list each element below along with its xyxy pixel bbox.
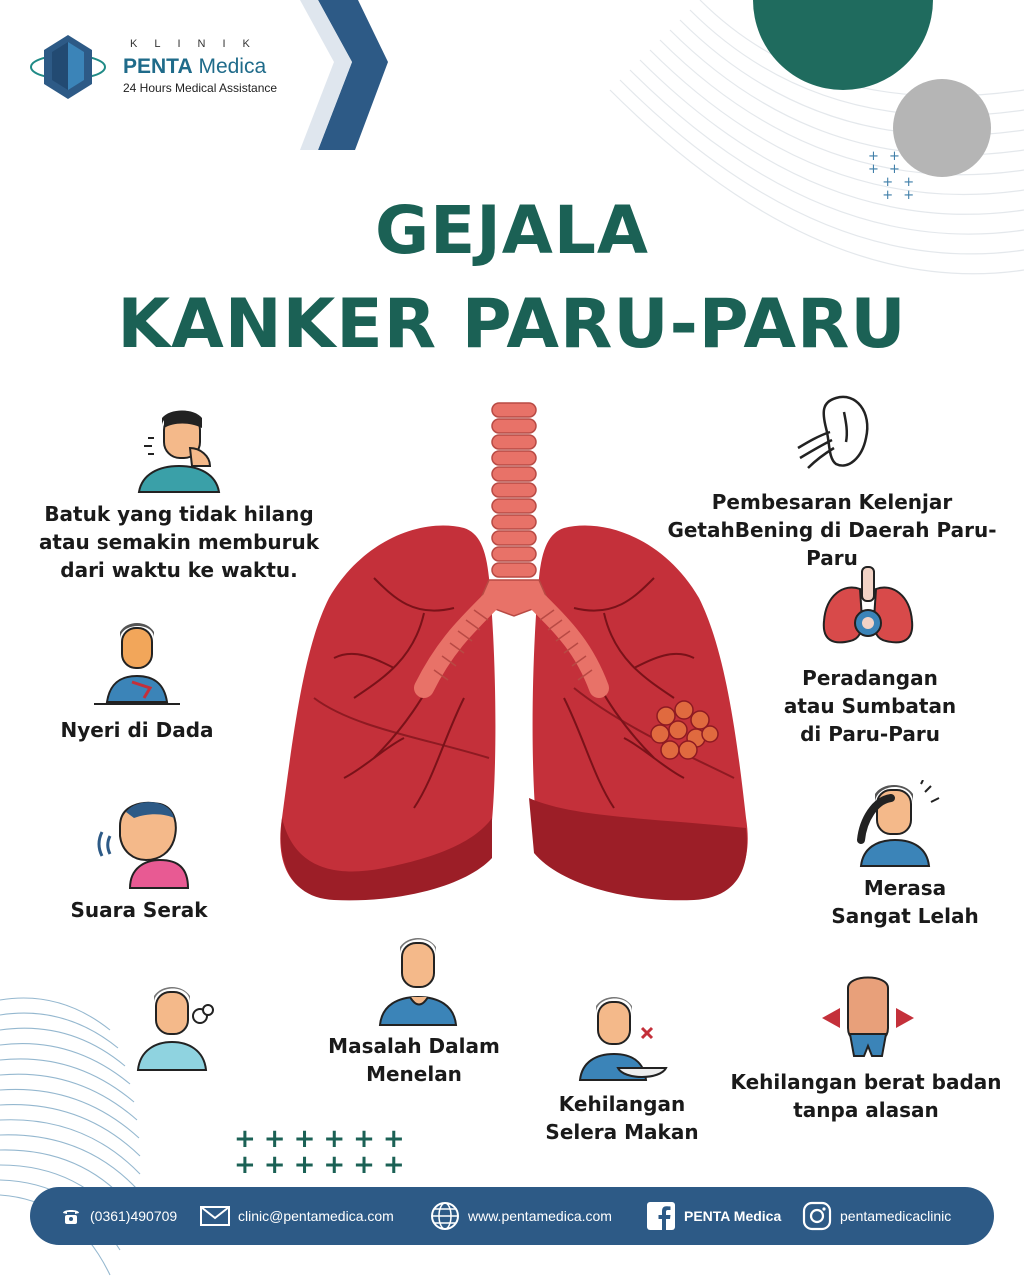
symptom-lymph-label: Pembesaran Kelenjar GetahBening di Daerah Paru-Paru [667,490,997,570]
inflamed-lungs-icon [820,565,916,651]
footer-website[interactable] [430,1187,612,1245]
footer-instagram-text: pentamedicaclinic [840,1208,952,1224]
symptom-cough-label: Batuk yang tidak hilang atau semakin memburuk dari waktu ke waktu. [38,502,320,582]
decorative-plus-small: + + + + + + + + [868,149,918,203]
loss-of-appetite-person-icon [578,992,670,1084]
footer-facebook-text: PENTA Medica [684,1208,782,1224]
clinic-logo-icon [28,32,108,102]
symptom-appetite-label: Kehilangan Selera Makan [545,1092,699,1144]
footer-email-text: clinic@pentamedica.com [238,1208,394,1224]
symptom-fatigue-label: Merasa Sangat Lelah [831,876,979,928]
coughing-person-icon [134,404,224,494]
logo-brand-bold: PENTA [123,55,193,78]
symptom-inflammation-label: Peradangan atau Sumbatan di Paru-Paru [783,666,957,746]
phone-icon [60,1205,82,1227]
symptom-chest-pain-label: Nyeri di Dada [60,718,214,742]
logo-klinik-text: KLINIK [130,38,267,50]
footer-email[interactable] [200,1187,394,1245]
symptom-weight-label: Kehilangan berat badan tanpa alasan [730,1070,1002,1122]
logo-tagline: 24 Hours Medical Assistance [123,81,278,95]
hoarse-voice-person-icon [90,796,190,891]
lungs-illustration [274,398,754,928]
swallowing-problem-person-icon [376,935,460,1027]
breathing-difficulty-person-icon [134,982,218,1072]
contact-footer [30,1187,994,1245]
facebook-icon [646,1201,676,1231]
page-title-line1: GEJALA [374,192,650,269]
logo-brand-name [123,55,266,79]
footer-website-text: www.pentamedica.com [468,1208,612,1224]
fatigue-person-icon [855,780,945,870]
mail-icon [200,1205,230,1227]
globe-icon [430,1201,460,1231]
chest-pain-person-icon [92,618,182,708]
symptom-hoarse-label: Suara Serak [70,898,208,922]
lymph-node-icon [794,392,874,474]
page-title-line2: KANKER PARU-PARU [117,285,907,364]
footer-facebook[interactable] [646,1187,781,1245]
weight-loss-person-icon [820,968,916,1060]
footer-phone[interactable] [60,1187,177,1245]
symptom-swallowing-label: Masalah Dalam Menelan [328,1034,500,1086]
logo-brand-rest: Medica [192,55,267,78]
instagram-icon [802,1201,832,1231]
footer-phone-text: (0361)490709 [90,1208,178,1224]
footer-instagram[interactable] [802,1187,951,1245]
decorative-plus-grid: ++++++ ++++++ [234,1124,413,1180]
